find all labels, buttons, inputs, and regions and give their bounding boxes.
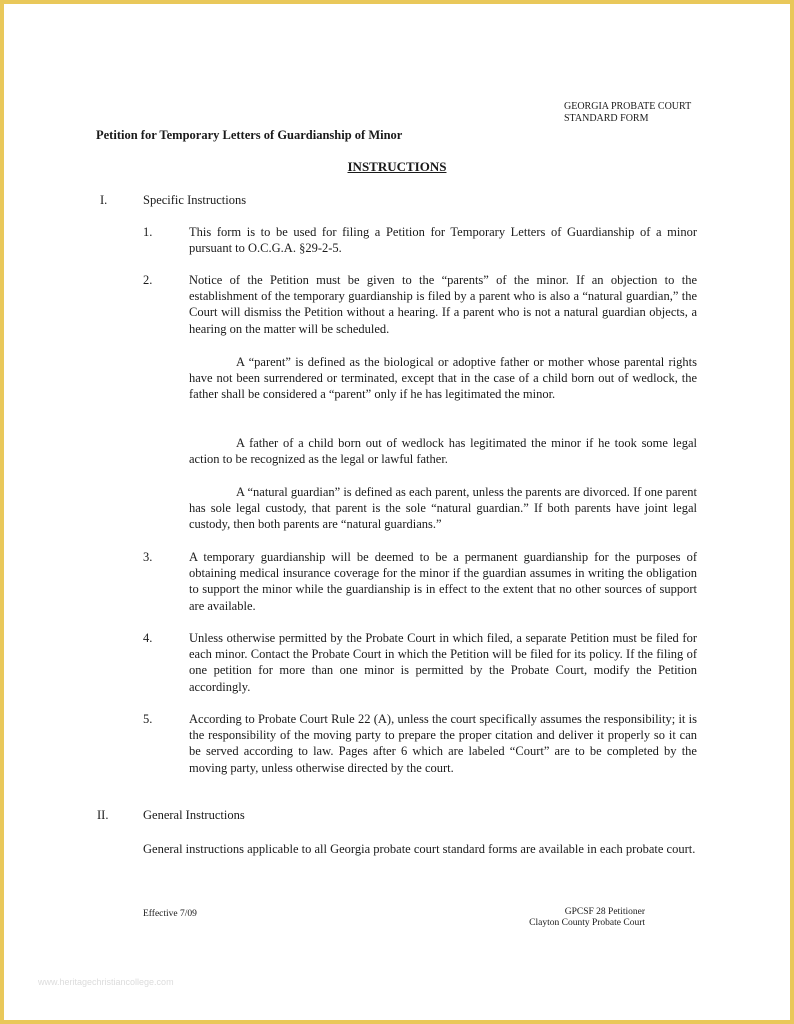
form-footer <box>484 907 645 929</box>
sub-paragraph: A father of a child born out of wedlock has legitimated the minor if he took some legal action to be recognized as the legal or lawful father. <box>189 436 697 467</box>
item-number: 2. <box>143 273 153 287</box>
effective-date: Effective 7/09 <box>143 909 197 919</box>
section-numeral: I. <box>100 193 108 207</box>
section-title: General Instructions <box>143 808 245 822</box>
court-name: GEORGIA PROBATE COURT <box>564 101 692 112</box>
county-court: Clayton County Probate Court <box>529 918 645 928</box>
instructions-heading: INSTRUCTIONS <box>347 159 447 174</box>
item-text: Unless otherwise permitted by the Probate Court in which filed, a separate Petition must be filed for each minor. Contact the Probate Court in which the Petition will be filed for its policy. If the filing of one petition for more than one minor is permitted by the Probate Court, modify the Petition accordingly. <box>189 631 697 694</box>
form-title: Petition for Temporary Letters of Guardianship of Minor <box>96 128 403 142</box>
item-number: 1. <box>143 225 153 239</box>
sub-paragraph: A “natural guardian” is defined as each parent, unless the parents are divorced. If one parent has sole legal custody, that parent is the sole “natural guardian.” If both parents have joint legal custody, then both parents are “natural guardians.” <box>189 485 697 532</box>
section-numeral: II. <box>97 808 109 822</box>
section-title: Specific Instructions <box>143 193 247 207</box>
item-text: A temporary guardianship will be deemed to be a permanent guardianship for the purposes of obtaining medical insurance coverage for the minor if the guardian assumes in writing the obligation to support the minor while the guardianship is in effect to the extent that no other sources of support are available. <box>189 550 697 613</box>
document-page <box>4 4 790 1020</box>
item-text: This form is to be used for filing a Petition for Temporary Letters of Guardianship of a minor pursuant to O.C.G.A. §29-2-5. <box>189 225 697 256</box>
item-number: 4. <box>143 631 153 645</box>
watermark-text: www.heritagechristiancollege.com <box>38 977 174 987</box>
sub-paragraph: A “parent” is defined as the biological or adoptive father or mother whose parental rights have not been surrendered or terminated, except that in the case of a child born out of wedlock, the father shall be considered a “parent” only if he has legitimated the minor. <box>189 355 697 402</box>
item-number: 3. <box>143 550 153 564</box>
item-text: Notice of the Petition must be given to the “parents” of the minor. If an objection to the establishment of the temporary guardianship is filed by a parent who is also a “natural guardian,” the Court will dismiss the Petition without a hearing. If a parent who is not a natural guardian objects, a hearing on the matter will be scheduled. <box>189 273 697 336</box>
court-header <box>564 101 691 124</box>
general-instructions-text: General instructions applicable to all Georgia probate court standard forms are available in each probate court. <box>143 842 696 856</box>
item-text: According to Probate Court Rule 22 (A), unless the court specifically assumes the responsibility; it is the responsibility of the moving party to prepare the proper citation and deliver it properly so it can be served according to law. Pages after 6 which are labeled “Court” are to be completed by the moving party, unless otherwise directed by the court. <box>189 712 697 775</box>
form-code: GPCSF 28 Petitioner <box>564 907 645 917</box>
form-type: STANDARD FORM <box>564 112 649 124</box>
item-number: 5. <box>143 712 153 726</box>
